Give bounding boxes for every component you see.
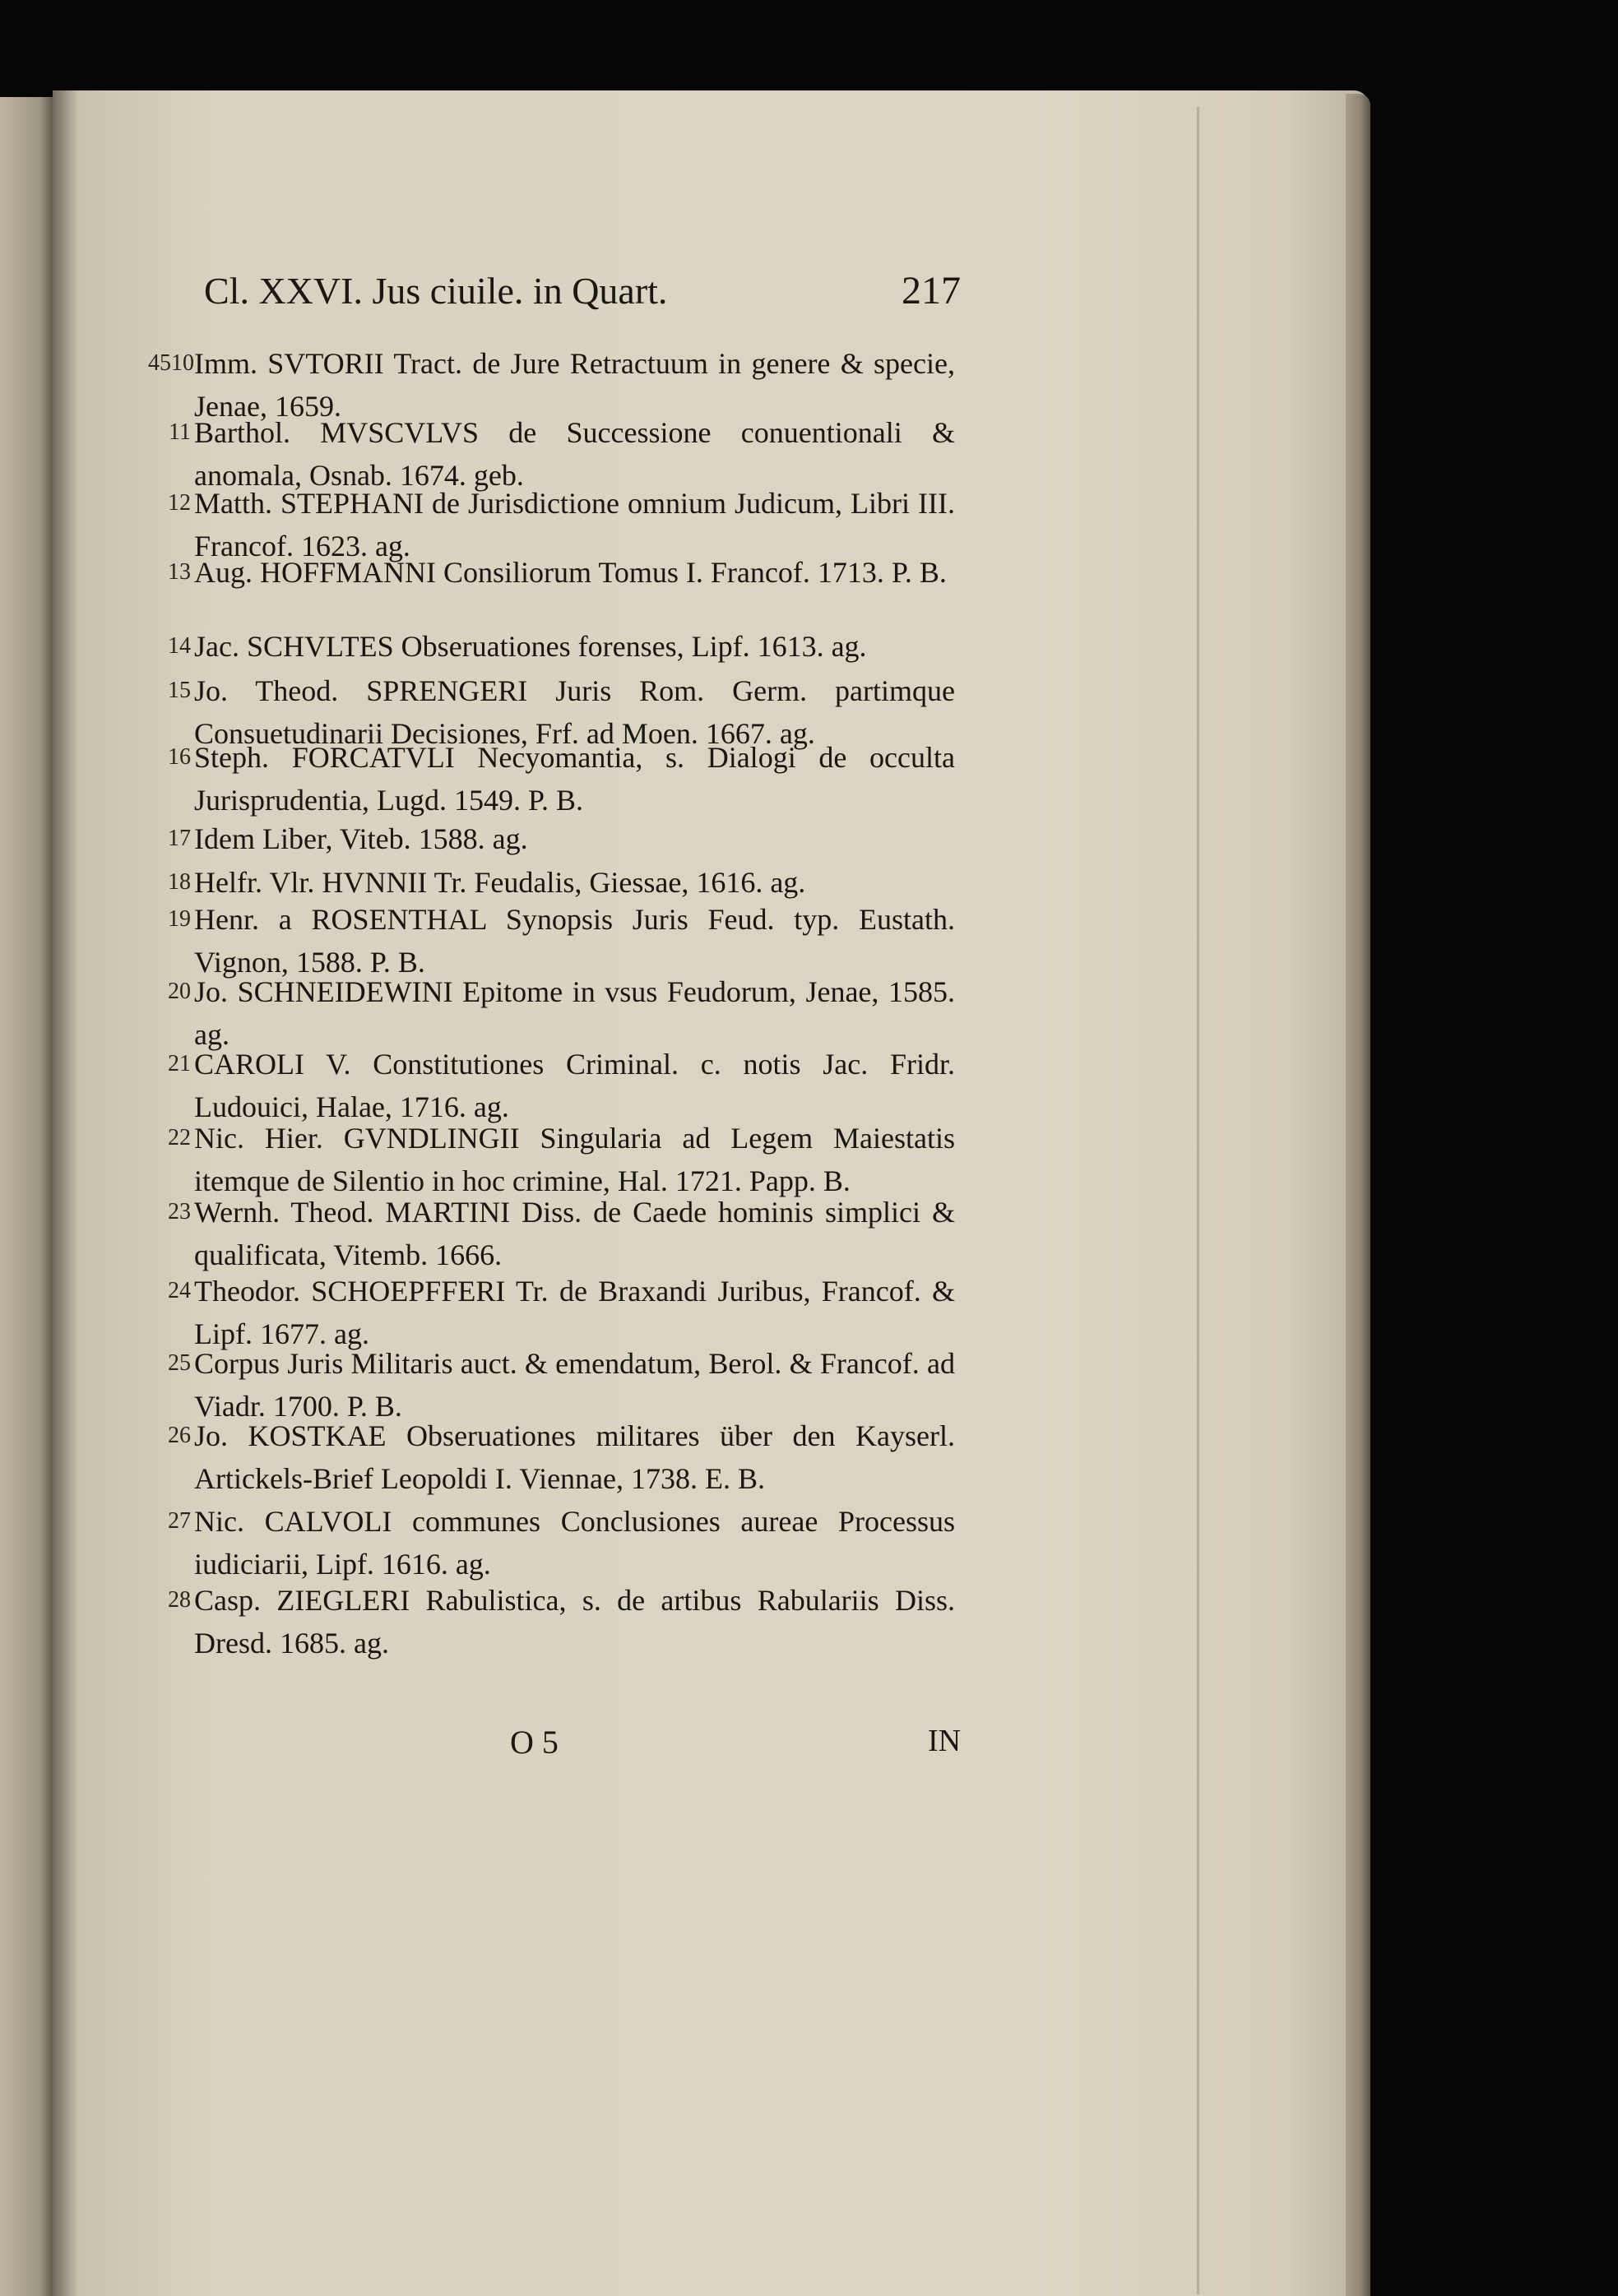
entry-number: 17	[168, 826, 191, 851]
entry-text: Jo. KOSTKAE Obseruationes militares über den Kayserl. Artickels-Brief Leopoldi I. Viennae, 1738. E. B.	[194, 1419, 955, 1495]
entry-number: 24	[168, 1278, 191, 1303]
entry-text: Jac. SCHVLTES Obseruationes forenses, Lipf. 1613. ag.	[194, 630, 867, 663]
entry-text: Casp. ZIEGLERI Rabulistica, s. de artibus Rabulariis Diss. Dresd. 1685. ag.	[194, 1584, 955, 1660]
entry-text: Nic. Hier. GVNDLINGII Singularia ad Legem Maiestatis itemque de Silentio in hoc crimine, Hal. 1721. Papp. B.	[194, 1122, 955, 1197]
entry-text: Helfr. Vlr. HVNNII Tr. Feudalis, Giessae, 1616. ag.	[194, 866, 806, 899]
left-page-edge	[0, 97, 58, 2296]
entry-text: Steph. FORCATVLI Necyomantia, s. Dialogi de occulta Jurisprudentia, Lugd. 1549. P. B.	[194, 741, 955, 817]
entry-number: 16	[168, 744, 191, 770]
entry-number: 27	[168, 1508, 191, 1534]
entry-text: Wernh. Theod. MARTINI Diss. de Caede hominis simplici & qualificata, Vitemb. 1666.	[194, 1196, 955, 1271]
entry-number: 18	[168, 869, 191, 895]
entry-number: 20	[168, 979, 191, 1004]
entry-number: 12	[168, 490, 191, 516]
entry-number: 14	[168, 633, 191, 659]
entry-number: 25	[168, 1350, 191, 1376]
entry-text: Jo. Theod. SPRENGERI Juris Rom. Germ. partimque Consuetudinarii Decisiones, Frf. ad Moen. 1667. ag.	[194, 674, 955, 750]
entry-text: Theodor. SCHOEPFFERI Tr. de Braxandi Juribus, Francof. & Lipf. 1677. ag.	[194, 1275, 955, 1350]
entry-text: Henr. a ROSENTHAL Synopsis Juris Feud. typ. Eustath. Vignon, 1588. P. B.	[194, 903, 955, 979]
running-header	[204, 268, 961, 326]
entry-number: 23	[168, 1199, 191, 1224]
page-number: 217	[902, 269, 961, 312]
entry-text: Matth. STEPHANI de Jurisdictione omnium Judicum, Libri III. Francof. 1623. ag.	[194, 487, 955, 562]
entry-number: 4510	[148, 350, 194, 376]
entry-text: Imm. SVTORII Tract. de Jure Retractuum in genere & specie, Jenae, 1659.	[194, 347, 955, 423]
catchword: IN	[928, 1724, 962, 1758]
running-title: Cl. XXVI. Jus ciuile. in Quart.	[204, 270, 668, 312]
entry-number: 13	[168, 559, 191, 585]
entry-number: 11	[169, 419, 191, 445]
entry-number: 28	[168, 1587, 191, 1613]
entry-number: 15	[168, 678, 191, 703]
entry-number: 22	[168, 1125, 191, 1150]
entry-number: 26	[168, 1423, 191, 1448]
entry-text: CAROLI V. Constitutiones Criminal. c. notis Jac. Fridr. Ludouici, Halae, 1716. ag.	[194, 1048, 955, 1123]
page-fold-line	[1197, 107, 1199, 2294]
entry-number: 21	[168, 1051, 191, 1076]
page-fore-edge	[1346, 94, 1370, 2296]
entry-text: Aug. HOFFMANNI Consiliorum Tomus I. Francof. 1713. P. B.	[194, 556, 947, 589]
entry-text: Nic. CALVOLI communes Conclusiones aureae Processus iudiciarii, Lipf. 1616. ag.	[194, 1505, 955, 1581]
entry-text: Idem Liber, Viteb. 1588. ag.	[194, 822, 528, 855]
entry-text: Barthol. MVSCVLVS de Successione conuentionali & anomala, Osnab. 1674. geb.	[194, 416, 955, 492]
signature-mark: O 5	[510, 1724, 559, 1761]
entry-text: Corpus Juris Militaris auct. & emendatum, Berol. & Francof. ad Viadr. 1700. P. B.	[194, 1347, 955, 1423]
entry-number: 19	[168, 906, 191, 932]
entry-text: Jo. SCHNEIDEWINI Epitome in vsus Feudorum, Jenae, 1585. ag.	[194, 975, 955, 1051]
